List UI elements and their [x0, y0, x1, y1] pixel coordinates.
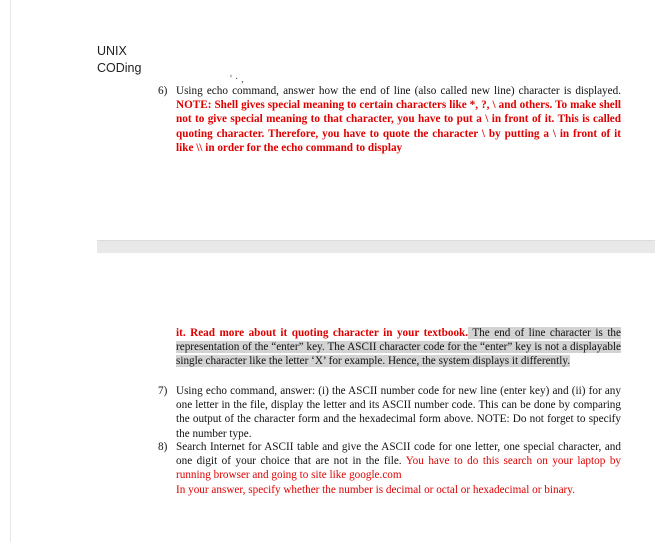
item-8-red-answer-note: In your answer, specify whether the number is decimal or octal or hexadecimal or binary. — [176, 483, 575, 496]
item-6-number: 6) — [158, 85, 168, 97]
item-7-number: 7) — [158, 385, 168, 397]
item-6-highlighted-text: The end of line character is the representation of the “enter” key. The ASCII character code for the “enter” key is not a displayable single character like the letter ‘X’ for example. Hence, the system displays it differently. — [176, 327, 621, 368]
item-8-plain-text: Search Internet for ASCII table and give the ASCII code for one letter, one special character, and one digit of your choice that are not in the file. — [176, 441, 621, 468]
item-8-number: 8) — [158, 441, 168, 453]
item-8-red-instruction: You have to do this search on your laptop by running browser and going to site like google.com — [176, 455, 622, 482]
clipped-text-fragment: ' · , — [230, 73, 244, 85]
item-6-plain-text: Using echo command, answer how the end of line (also called new line) character is displayed. — [176, 85, 621, 97]
page-break-band — [97, 240, 655, 253]
item-6-text — [176, 84, 621, 155]
item-6-continuation-note: it. Read more about it quoting character in your textbook. — [176, 327, 469, 339]
item-6-note: NOTE: Shell gives special meaning to certain characters like *, ?, \ and others. To make shell not to give special meaning to that character, you have to put a \ in front of it. This is called quoting character. Therefore, you have to quote the character \ by putting a \ in front of it like \\ in order for the echo command to display — [176, 99, 621, 154]
item-8-text — [176, 440, 621, 497]
header-line-1: UNIX — [97, 44, 127, 58]
item-7-text: Using echo command, answer: (i) the ASCII number code for new line (enter key) and (ii) for any one letter in the file, display the letter and its ASCII number code. This can be done by comparing the output of the character form and the hexadecimal form above. NOTE: Do not forget to specify the number type. — [176, 385, 621, 440]
header-line-2: CODing — [97, 61, 142, 75]
item-6-continuation-text — [176, 326, 621, 369]
